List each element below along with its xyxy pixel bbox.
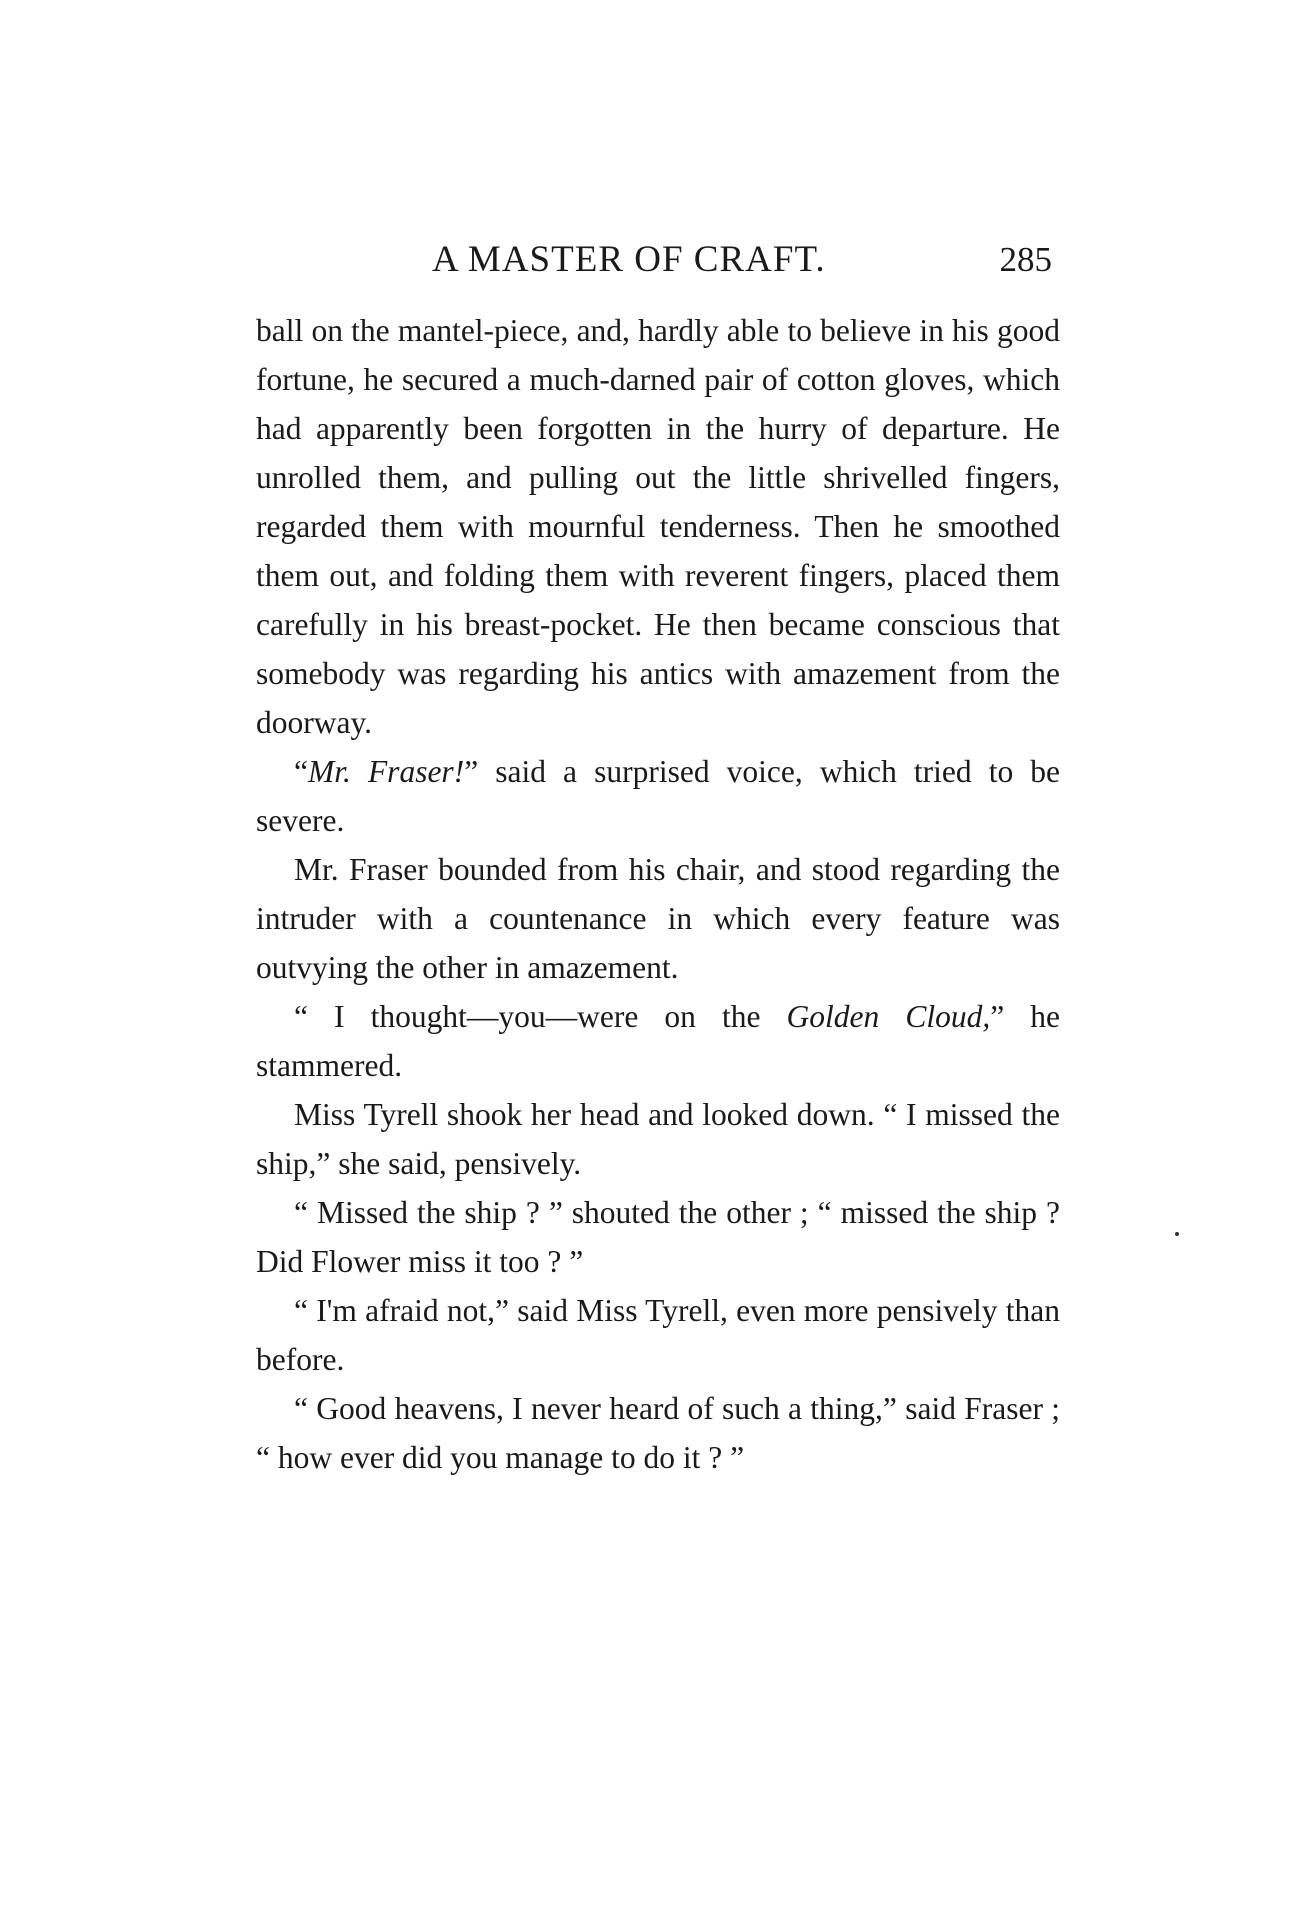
page-number: 285 bbox=[999, 240, 1052, 279]
print-speck bbox=[1175, 1232, 1179, 1236]
body-text bbox=[256, 306, 1060, 1482]
italic-name: Mr. Fraser! bbox=[307, 754, 465, 789]
paragraph-8: “ Good heavens, I never heard of such a thing,” said Fraser ; “ how ever did you manage to do it ? ” bbox=[256, 1391, 1060, 1475]
paragraph-3: Mr. Fraser bounded from his chair, and stood regarding the intruder with a countenance in which every feature was outvying the other in amazement. bbox=[256, 852, 1060, 985]
paragraph-2 bbox=[256, 747, 1060, 845]
paragraph-4 bbox=[256, 992, 1060, 1090]
paragraph-4-end: ” he stammered. bbox=[256, 999, 1060, 1083]
paragraph-2-rest: ” said a surprised voice, which tried to be severe. bbox=[256, 754, 1060, 838]
paragraph-6: “ Missed the ship ? ” shouted the other ; “ missed the ship ? Did Flower miss it too ? ” bbox=[256, 1195, 1060, 1279]
paragraph-5: Miss Tyrell shook her head and looked down. “ I missed the ship,” she said, pensively. bbox=[256, 1097, 1060, 1181]
running-header bbox=[256, 238, 1056, 288]
ship-name: Golden Cloud, bbox=[786, 999, 991, 1034]
running-title: A MASTER OF CRAFT. bbox=[432, 239, 826, 280]
paragraph-1: ball on the mantel-piece, and, hardly able to believe in his good fortune, he secured a much-darned pair of cotton gloves, which had apparently been forgotten in the hurry of departure. He unrolled them, and pulling out the little shrivelled fingers, regarded them with mournful tenderness. Then he smoothed them out, and folding them with reverent fingers, placed them carefully in his breast-pocket. He then became conscious that somebody was regarding his antics with amazement from the doorway. bbox=[256, 313, 1060, 740]
paragraph-7: “ I'm afraid not,” said Miss Tyrell, even more pensively than before. bbox=[256, 1293, 1060, 1377]
open-quote: “ bbox=[294, 754, 308, 789]
paragraph-4-start: “ I thought—you—were on the bbox=[294, 999, 787, 1034]
